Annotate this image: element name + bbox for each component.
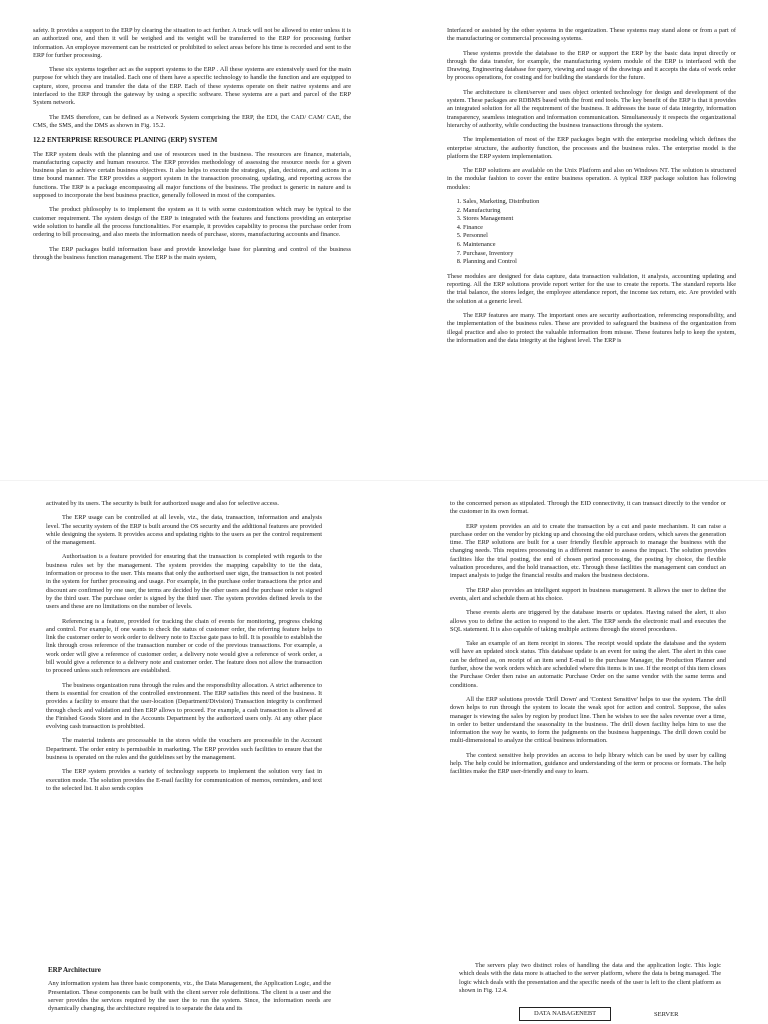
page-bottom-left [48,962,331,1019]
list-item: 7. Purchase, Inventory [463,250,736,259]
paragraph: The servers play two distinct roles of handling the data and the application logic. This logic which deals with the data more is attached to the server platform, where the data is being managed. The logic which deals with the presentation and the specific needs of the user is left to the client platform as shown in Fig. 12.4. [459,962,721,994]
paragraph: The architecture is client/server and uses object oriented technology for design and development of the system. These packages are RDBMS based with the front end tools. The key benefit of the ERP is that it provides an integrated solution for all the requirement of the business. It addresses the issue of data integrity, information transparency, seamless integration and information communication. Simultaneously it respects the organizational hierarchy of authority, while conducting the business transactions through the system. [447,88,736,129]
module-list [457,198,736,267]
paragraph: The ERP usage can be controlled at all levels, viz., the data, transaction, information and analysis level. The security system of the ERP is built around the OS security and the additional features are provided while designing the system. It provides access and updating rights to the users as per the control requirement of the management. [46,514,322,547]
paragraph: These six systems together act as the support systems to the ERP . All these systems are extensively used for the main purpose for which they are installed. Each one of them have a specific technology to handle the function and are equipped to capture, store, process and transfer the data of the ERP. Each of these systems operate on their native systems and are interfaced to the ERP through the gateway by using a specific software. These systems are a part and parcel of the ERP System network. [33,66,351,107]
paragraph: The implementation of most of the ERP packages begin with the enterprise modeling which defines the enterprise structure, the authority function, the processes and the business rules. The enterprise model is the platform the ERP system implementation. [447,136,736,160]
paragraph: Referencing is a feature, provided for tracking the chain of events for monitoring, progress cheking and control. For example, if one wants to check the status of customer order, the referring feature helps to link the customer order to work order to delivery note to Excise gate pass to bill. It is possible to establish the link through cross reference of the transaction number or code of the previous transactions. For example, a work order will give a reference of customer order, a delivery note would give a reference of work order, a bill would give a reference to a delivery note and customer order. The feature does not allow the transaction to proceed unless such references are established. [46,617,322,675]
list-item: 6. Maintenance [463,241,736,250]
paragraph: The business organization runs through the rules and the responsibility allocation. A strict adherence to them is essential for creation of the controlled environment. The ERP satisfies this need of the business. It provides a facility to ensure that the user-location (Department/Division) Transaction integrity is confirmed through check and validation and then ERP allows to proceed. For example, a cash transaction is allowed at the Finished Goods Store and in the Accounts Department by the authorized users only. At any other place evolving cash transaction is prohibited. [46,681,322,731]
paragraph: safety. It provides a support to the ERP by clearing the situation to act further. A truck will not be allowed to enter unless it is an authorized one, and then it will be weighed and its weight will be transferred to the ERP for processing further information. An employee movement can be restricted or prohibited to select areas before his time is recorded and sent to the ERP for further processing. [33,27,351,59]
paragraph: Take an example of an item receipt in stores. The receipt would update the database and the system will have an updated stock status. This database update is an event for using the alert. The alert in this case can be defined as, on receipt of an item send E-mail to the purchase Manager, the Production Planner and further, show the work orders which are scheduled where this items is in use. If the receipt of this item closes the Purchase Order then raise an automatic Purchase Order on the same vendor with the same terms and conditions. [450,640,726,689]
list-item: 5. Personnel [463,232,736,241]
paragraph: The context sensitive help provides an access to help library which can be used by user by calling help. The help could be information, guidance and understanding of the term or process or formats. The help facilities make the ERP user-friendly and easy to learn. [450,751,726,776]
paragraph: The ERP packages build information base and provide knowledge base for planning and control of the business through the business function management. The ERP is the main system, [33,245,351,261]
paragraph: These events alerts are triggered by the database inserts or updates. Having raised the alert, it also allows you to define the action to respond to the alert. The ERP sends the electronic mail and executes the SQL statement. It is also capable of taking multiple actions through the stored procedures. [450,609,726,633]
paragraph: The product philosophy is to implement the system as it is with some customization which may be typical to the customer requirement. The system design of the ERP is integrated with the features and functions providing an enterprise wide solution to handle all the process functionalities. For example, it provides capability to process the purchase order from ordering to bill processing, and also meets the information needs of purchase, stores, manufacturing accounts and finance. [33,206,351,239]
paragraph: These modules are designed for data capture, data transaction validation, it analysis, accounting updating and reporting. All the ERP solutions provide report writer for the use to create the reports. The standard reports like the trial balance, the stores ledger, the employee attendance report, the income tax return, etc. Are provided with the solution at a generic level. [447,272,736,305]
paragraph: The ERP features are many. The important ones are security authorization, referencing responsibility, and the implementation of the business rules. These are provided to safeguard the business of the organization from illegal practice and also to protect the valuable information from misuse. These features help to keep the system, the information and the data integrity at the highest level. The ERP is [447,311,736,344]
paragraph: The ERP system deals with the planning and use of resources used in the business. The resources are finance, materials, manufacturing capacity and human resource. The ERP provides methodology of assessing the resource needs for a given business plan to achieve certain business objectives. It also helps to execute the strategies, plan, decisions, and actions in a time bound manner. The ERP provides a support system in the transaction processing, updating, and reporting across the functions. The ERP is a package encompassing all major functions of the business. The product is generic in nature and is supposed to incorporate the best business practice, generally followed in most of the companies. [33,150,351,200]
paragraph: Interfaced or assisted by the other systems in the organization. These systems may stand alone or from a part of the manufacturing or commercial processing systems. [447,27,736,43]
list-item: 3. Stores Management [463,215,736,224]
list-item: 8. Planning and Control [463,258,736,267]
paragraph: Any information system has three basic components, viz., the Data Management, the Application Logic, and the Presentation. These components can be built with the client server role definitions. The client is a user and the server provides the services required by the user the to run the system. Since, the information needs are dynamically changing, the architecture required is to separate the data and its [48,980,331,1013]
paragraph: ERP system provides an aid to create the transaction by a cut and paste mechanism. It can raise a purchase order on the vendor by picking up and choosing the old purchase orders, which saves the generation time. The ERP solutions are built for a user friendly flexible approach to manage the business with the changing needs. This requires processing in a different manner to assess the impact. The solution provides facilities like the trial posting, the end of chosen period processing, the posting by choice, the flexible valuation procedures, and the hold transaction, etc. Through these facilities the management can conduct an impact analysis to judge the financial results and makes the business decisions. [450,522,726,580]
paragraph: Authorisation is a feature provided for ensuring that the transaction is completed with regards to the business rules set by the management. The system provides the mapping capability to tie the data, information or process to the user. This means that only the authorised user sign, the transaction is not posted in the system for further processing and usage. For example, in the purchase order transactions the price and discount are confirmed by one user, the terms are decided by the other users and the purchase order is signed by the third user. The purchase order is signed by the third user. The system provides defined levels to the users and these are no limitations on the number of levels. [46,553,322,611]
page-bottom-right [459,962,721,1021]
paragraph: to the concerned person as stipulated. Through the EID connectivity, it can transact directly to the vendor or the customer in its own format. [450,500,726,516]
section-heading: ERP Architecture [48,966,101,974]
section-heading: 12.2 ENTERPRISE RESOURCE PLANING (ERP) SYSTEM [33,136,218,145]
paragraph: All the ERP solutions provide 'Drill Down' and 'Context Sensitive' helps to use the system. The drill down helps to run through the system to locate the weak spot for action and control. Suppose, the sales manager is viewing the sales by region by product line. Then he wishes to see the sales revenue over a time, in order to better understand the seasonality in the business. The drill down facility helps him to use the information the way he wants, to form the judgments on the business happenings. The drill down could be multi-dimensional to analyze the critical business information. [450,695,726,745]
page-top-left [33,27,351,268]
paragraph: activated by its users. The security is built for authorized usage and also for selective access. [46,500,279,507]
list-item: 4. Finance [463,224,736,233]
page-middle-right [450,500,726,783]
page-top-right [447,27,736,351]
list-item: 1. Sales, Marketing, Distribution [463,198,736,207]
page-middle-left [46,500,322,799]
server-label: SERVER [654,1011,679,1019]
paragraph: The EMS therefore, can be defined as a Network System comprising the ERP, the EDI, the CAD/ CAM/ CAE, the CMS, the SMS, and the DMS as shown in Fig. 15.2. [33,113,351,129]
page-gap [0,480,768,481]
list-item: 2. Manufacturing [463,207,736,216]
paragraph: The ERP system provides a variety of technology supports to implement the solution very fast in execution mode. The solution provides the E-mail facility for communication of memos, reminders, and text to the selected list. It also sends copies [46,768,322,792]
paragraph: The ERP solutions are available on the Unix Platform and also on Windows NT. The solution is structured in the modular fashion to cover the entire business operation. A typical ERP package solution has following modules: [447,167,736,191]
paragraph: These systems provide the database to the ERP or support the ERP by the basic data input directly or through the data transfer, for example, the manufacturing system module of the ERP is interfaced with the Drawing, Engineering database for query, viewing and usage of the drawings and it accepts the data of work order by process operations, for costing and for building the standards for the future. [447,49,736,82]
paragraph: The ERP also provides an intelligent support in business management. It allows the user to define the events, alert and schedule them at his choice. [450,586,726,602]
paragraph: The material indents are processable in the stores while the vouchers are processible in the Account Department. The order entry is permissible in marketing. The ERP provides such facilities to ensure that the business is operated on the rules and the guidelines set by the management. [46,737,322,762]
data-management-box: DATA NABAGENEBT [519,1007,611,1021]
